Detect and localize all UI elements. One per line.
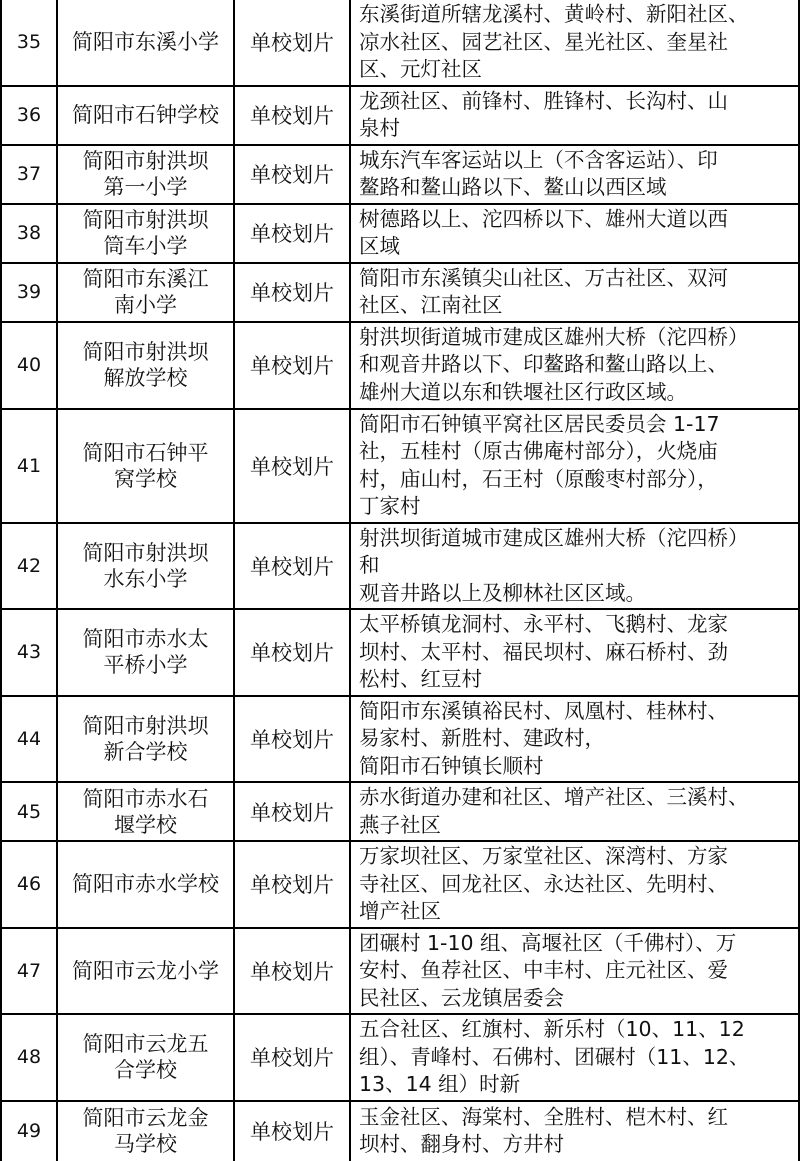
school-name: 简阳市石钟学校 <box>57 86 234 145</box>
catchment-area <box>350 696 799 783</box>
zoning-type: 单校划片 <box>234 841 350 928</box>
table-row <box>1 782 799 841</box>
zoning-type: 单校划片 <box>234 782 350 841</box>
catchment-area-line: 燕子社区 <box>359 812 441 837</box>
zoning-type: 单校划片 <box>234 609 350 696</box>
catchment-area-line: 龙颈社区、前锋村、胜锋村、长沟村、山 <box>359 88 728 113</box>
catchment-area-line: 太平桥镇龙洞村、永平村、飞鹅村、龙家 <box>359 612 728 636</box>
zoning-type: 单校划片 <box>234 204 350 263</box>
school-name: 简阳市赤水太 平桥小学 <box>57 609 234 696</box>
table-body <box>1 0 799 1161</box>
catchment-area-line: 增产社区 <box>359 899 441 923</box>
catchment-area <box>350 1101 799 1161</box>
catchment-area-line: 五合社区、红旗村、新乐村（10、11、12 <box>359 1017 745 1041</box>
catchment-area-line: 玉金社区、海棠村、全胜村、桤木村、红 <box>359 1104 728 1129</box>
zoning-type: 单校划片 <box>234 523 350 610</box>
catchment-area-line: 射洪坝街道城市建成区雄州大桥（沱四桥） <box>359 324 749 349</box>
table-row <box>1 1101 799 1161</box>
catchment-area-line: 观音井路以上及柳林社区区域。 <box>359 580 646 605</box>
catchment-area-line: 和 <box>359 553 380 577</box>
catchment-area-line: 城东汽车客运站以上（不含客运站）、印 <box>359 147 718 172</box>
row-number: 37 <box>1 145 57 204</box>
row-number: 41 <box>1 409 57 523</box>
zoning-type: 单校划片 <box>234 1014 350 1101</box>
school-name: 简阳市东溪江 南小学 <box>57 263 234 322</box>
row-number: 40 <box>1 322 57 409</box>
catchment-area-line: 13、14 组）时新 <box>359 1072 521 1096</box>
school-name: 简阳市云龙五 合学校 <box>57 1014 234 1101</box>
table-row <box>1 523 799 610</box>
row-number: 49 <box>1 1101 57 1161</box>
catchment-area-line: 和观音井路以下、印鳌路和鳌山路以上、 <box>359 352 728 377</box>
table-row <box>1 609 799 696</box>
catchment-area-line: 赤水街道办建和社区、增产社区、三溪村、 <box>359 785 749 809</box>
zoning-type: 单校划片 <box>234 322 350 409</box>
catchment-area-line: 坝村、太平村、福民坝村、麻石桥村、劲 <box>359 639 728 664</box>
catchment-area-line: 射洪坝街道城市建成区雄州大桥（沱四桥） <box>359 525 749 550</box>
catchment-area-line: 简阳市东溪镇裕民村、凤凰村、桂林村、 <box>359 698 728 723</box>
catchment-area-line: 松村、红豆村 <box>359 667 482 691</box>
catchment-area-line: 社，五桂村（原古佛庵村部分），火烧庙 <box>359 439 718 463</box>
catchment-area-line: 村，庙山村，石王村（原酸枣村部分）， <box>359 466 718 491</box>
school-name: 简阳市射洪坝 新合学校 <box>57 696 234 783</box>
zoning-type: 单校划片 <box>234 263 350 322</box>
catchment-area <box>350 523 799 610</box>
row-number: 46 <box>1 841 57 928</box>
table-row <box>1 263 799 322</box>
catchment-area <box>350 609 799 696</box>
catchment-area-line: 寺社区、回龙社区、永达社区、先明村、 <box>359 871 728 896</box>
zoning-type: 单校划片 <box>234 0 350 86</box>
catchment-area-line: 凉水社区、园艺社区、星光社区、奎星社 <box>359 29 728 54</box>
catchment-area-line: 区、元灯社区 <box>359 57 482 81</box>
row-number: 44 <box>1 696 57 783</box>
school-name: 简阳市赤水学校 <box>57 841 234 928</box>
zoning-type: 单校划片 <box>234 1101 350 1161</box>
zoning-type: 单校划片 <box>234 145 350 204</box>
table-row <box>1 1014 799 1101</box>
school-name: 简阳市赤水石 堰学校 <box>57 782 234 841</box>
school-name: 简阳市东溪小学 <box>57 0 234 86</box>
catchment-area-line: 雄州大道以东和铁堰社区行政区域。 <box>359 379 687 404</box>
zoning-type: 单校划片 <box>234 928 350 1015</box>
catchment-area <box>350 928 799 1015</box>
row-number: 45 <box>1 782 57 841</box>
table-row <box>1 145 799 204</box>
zoning-type: 单校划片 <box>234 86 350 145</box>
catchment-area <box>350 0 799 86</box>
catchment-area-line: 万家坝社区、万家堂社区、深湾村、方家 <box>359 844 728 868</box>
catchment-area-line: 简阳市石钟镇平窝社区居民委员会 1-17 <box>359 411 720 436</box>
catchment-area-line: 树德路以上、沱四桥以下、雄州大道以西 <box>359 206 728 231</box>
school-name: 简阳市云龙小学 <box>57 928 234 1015</box>
catchment-area-line: 社区、江南社区 <box>359 293 503 317</box>
table-row <box>1 86 799 145</box>
school-name: 简阳市射洪坝 解放学校 <box>57 322 234 409</box>
row-number: 43 <box>1 609 57 696</box>
table-row <box>1 841 799 928</box>
row-number: 38 <box>1 204 57 263</box>
row-number: 47 <box>1 928 57 1015</box>
catchment-area <box>350 322 799 409</box>
catchment-area <box>350 204 799 263</box>
row-number: 48 <box>1 1014 57 1101</box>
catchment-area <box>350 409 799 523</box>
catchment-area <box>350 145 799 204</box>
catchment-area-line: 简阳市石钟镇长顺村 <box>359 753 544 778</box>
catchment-area-line: 坝村、翻身村、方井村 <box>359 1132 564 1156</box>
table-row <box>1 696 799 783</box>
school-name: 简阳市射洪坝 筒车小学 <box>57 204 234 263</box>
catchment-area <box>350 841 799 928</box>
table-row <box>1 928 799 1015</box>
catchment-area <box>350 1014 799 1101</box>
catchment-area-line: 安村、鱼荐社区、中丰村、庄元社区、爱 <box>359 958 728 982</box>
school-name: 简阳市石钟平 窝学校 <box>57 409 234 523</box>
row-number: 36 <box>1 86 57 145</box>
catchment-area-line: 鳌路和鳌山路以下、鳌山以西区域 <box>359 175 667 199</box>
catchment-area <box>350 263 799 322</box>
catchment-area <box>350 86 799 145</box>
row-number: 42 <box>1 523 57 610</box>
catchment-area-line: 区域 <box>359 234 400 258</box>
table-row <box>1 204 799 263</box>
zoning-type: 单校划片 <box>234 696 350 783</box>
catchment-area-line: 组）、青峰村、石佛村、团碾村（11、12、 <box>359 1044 750 1069</box>
table-row <box>1 322 799 409</box>
table-row <box>1 0 799 86</box>
catchment-area-line: 民社区、云龙镇居委会 <box>359 985 564 1010</box>
school-name: 简阳市射洪坝 第一小学 <box>57 145 234 204</box>
catchment-area-line: 丁家村 <box>359 494 421 518</box>
catchment-area-line: 泉村 <box>359 116 400 140</box>
catchment-area-line: 简阳市东溪镇尖山社区、万古社区、双河 <box>359 265 728 290</box>
catchment-area <box>350 782 799 841</box>
catchment-area-line: 团碾村 1-10 组、高堰社区（千佛村）、万 <box>359 930 737 955</box>
school-name: 简阳市云龙金 马学校 <box>57 1101 234 1161</box>
catchment-area-line: 东溪街道所辖龙溪村、黄岭村、新阳社区、 <box>359 2 749 26</box>
row-number: 39 <box>1 263 57 322</box>
zoning-type: 单校划片 <box>234 409 350 523</box>
row-number: 35 <box>1 0 57 86</box>
table-row <box>1 409 799 523</box>
school-name: 简阳市射洪坝 水东小学 <box>57 523 234 610</box>
catchment-area-line: 易家村、新胜村、建政村， <box>359 726 605 750</box>
